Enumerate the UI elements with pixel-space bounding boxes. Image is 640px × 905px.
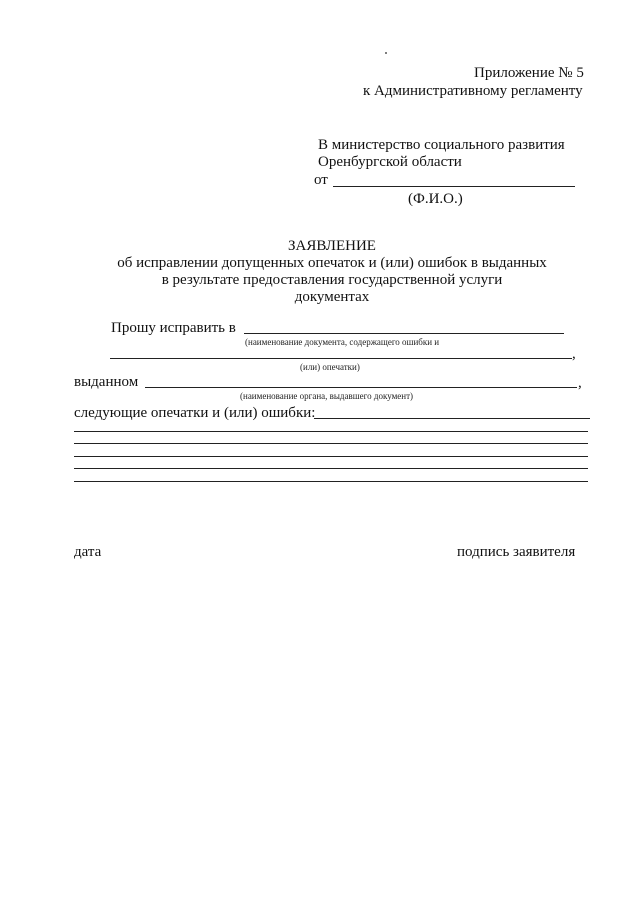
comma-mark: , xyxy=(572,346,576,362)
issuing-org-caption: (наименование органа, выдавшего документ) xyxy=(240,391,414,401)
errors-line-5[interactable] xyxy=(74,481,588,482)
issuing-org-field-line[interactable] xyxy=(145,387,577,388)
signature-label: подпись заявителя xyxy=(457,544,576,560)
addressee-region: Оренбургской области xyxy=(318,154,462,170)
document-name-continuation-line[interactable] xyxy=(110,358,572,359)
errors-line-2[interactable] xyxy=(74,443,588,444)
addressee-ministry: В министерство социального развития xyxy=(318,137,565,153)
statement-subject-line-3: документах xyxy=(294,289,370,305)
document-name-caption: (наименование документа, содержащего ошибки и xyxy=(245,337,440,347)
errors-label: следующие опечатки и (или) ошибки: xyxy=(74,405,316,421)
request-label: Прошу исправить в xyxy=(111,320,236,336)
statement-subject-line-1: об исправлении допущенных опечаток и (или) ошибок в выданных xyxy=(117,255,547,271)
document-name-caption-cont: (или) опечатки) xyxy=(300,362,360,372)
date-label: дата xyxy=(74,544,102,560)
issued-label: выданном xyxy=(74,374,139,390)
appendix-number: Приложение № 5 xyxy=(474,65,584,81)
errors-field-line[interactable] xyxy=(314,418,590,419)
errors-line-1[interactable] xyxy=(74,431,588,432)
fio-field-line[interactable] xyxy=(333,186,575,187)
appendix-regulation: к Административному регламенту xyxy=(363,83,583,99)
errors-line-3[interactable] xyxy=(74,456,588,457)
statement-heading: ЗАЯВЛЕНИЕ xyxy=(288,238,376,254)
comma-mark: , xyxy=(578,375,582,391)
fio-caption: (Ф.И.О.) xyxy=(408,191,463,207)
from-label: от xyxy=(314,172,328,188)
scan-speck xyxy=(385,52,387,54)
errors-line-4[interactable] xyxy=(74,468,588,469)
document-name-field-line[interactable] xyxy=(244,333,564,334)
statement-subject-line-2: в результате предоставления государственной услуги xyxy=(161,272,503,288)
